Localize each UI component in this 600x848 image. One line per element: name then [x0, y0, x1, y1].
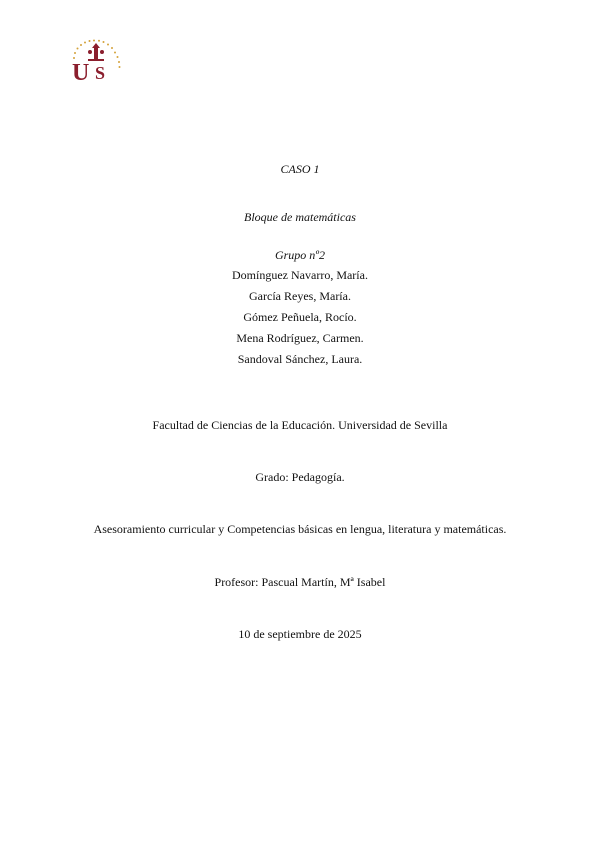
degree-line: Grado: Pedagogía. — [255, 470, 345, 484]
author-3: Gómez Peñuela, Rocío. — [243, 310, 357, 324]
svg-text:U: U — [72, 60, 90, 84]
date-line: 10 de septiembre de 2025 — [238, 627, 362, 641]
author-1: Domínguez Navarro, María. — [232, 268, 368, 282]
university-seal-icon — [68, 38, 126, 84]
professor-line: Profesor: Pascual Martín, Mª Isabel — [214, 575, 386, 589]
svg-text:S: S — [95, 63, 106, 83]
block-title: Bloque de matemáticas — [244, 210, 356, 224]
group-label: Grupo nº2 — [274, 248, 326, 262]
case-title: CASO 1 — [280, 162, 320, 176]
faculty-line: Facultad de Ciencias de la Educación. Universidad de Sevilla — [152, 418, 448, 432]
author-5: Sandoval Sánchez, Laura. — [237, 352, 363, 366]
subject-line: Asesoramiento curricular y Competencias básicas en lengua, literatura y matemáticas. — [93, 522, 507, 536]
author-4: Mena Rodríguez, Carmen. — [236, 331, 364, 345]
author-2: García Reyes, María. — [249, 289, 351, 303]
